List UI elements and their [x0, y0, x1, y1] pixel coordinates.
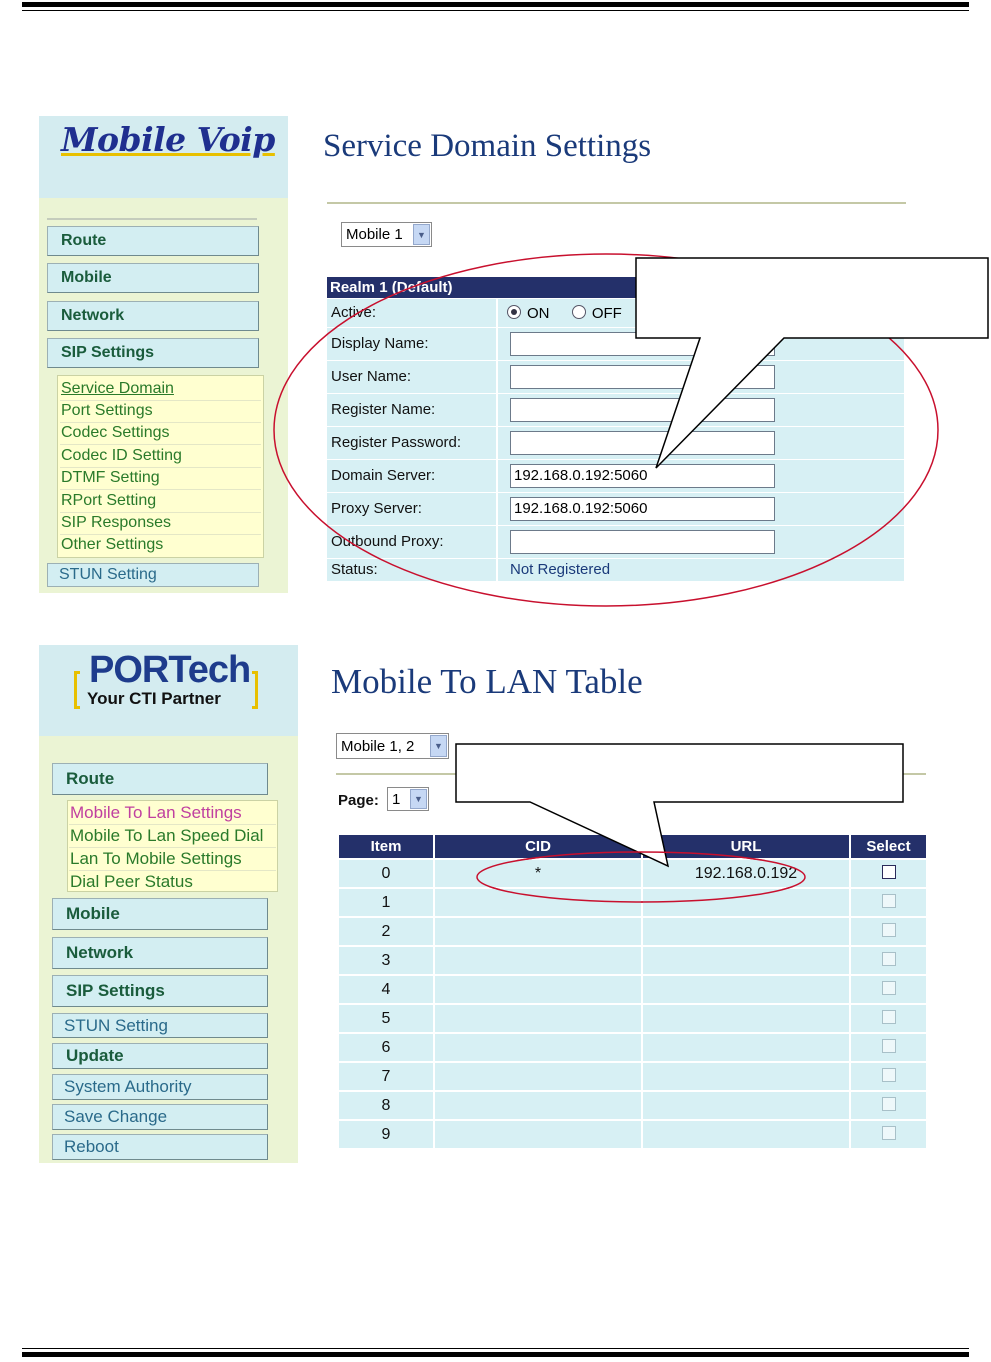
highlight-ellipse-2-top: [477, 852, 805, 902]
nav-route[interactable]: Route: [47, 226, 259, 256]
col-url: URL: [643, 835, 849, 858]
page-title: Service Domain Settings: [323, 128, 652, 164]
cell-item: 5: [339, 1005, 433, 1032]
cell-item: 0: [339, 860, 433, 887]
page-select-value: 1: [392, 790, 401, 808]
label-status: Status:: [331, 561, 378, 578]
label-active: Active:: [331, 304, 377, 321]
logo-tagline: Your CTI Partner: [87, 689, 221, 708]
bottom-rule: [22, 1352, 969, 1357]
label-outbound-proxy: Outbound Proxy:: [331, 533, 444, 550]
submenu-codec-id-setting[interactable]: Codec ID Setting: [61, 447, 182, 464]
page-title-2: Mobile To LAN Table: [331, 662, 643, 701]
cell-item: 6: [339, 1034, 433, 1061]
nav-mobile[interactable]: Mobile: [47, 263, 259, 293]
submenu-sip-responses[interactable]: SIP Responses: [61, 514, 171, 531]
mobile-select-value: Mobile 1: [346, 226, 403, 243]
domain-server-field[interactable]: 192.168.0.192:5060: [510, 464, 775, 488]
cell-url: 192.168.0.192: [643, 860, 849, 887]
nav-sip-settings-2[interactable]: SIP Settings: [52, 975, 268, 1007]
radio-off-label: OFF: [591, 305, 622, 322]
nav-sip-settings[interactable]: SIP Settings: [47, 338, 259, 368]
nav-network[interactable]: Network: [47, 301, 259, 331]
label-register-name: Register Name:: [331, 401, 436, 418]
radio-on-label: ON: [527, 305, 550, 322]
logo-main: PORTech: [89, 649, 251, 691]
cell-item: 1: [339, 889, 433, 916]
submenu-lan-to-mobile-settings[interactable]: Lan To Mobile Settings: [70, 849, 242, 868]
cell-item: 8: [339, 1092, 433, 1119]
label-user-name: User Name:: [331, 368, 412, 385]
cell-item: 9: [339, 1121, 433, 1148]
col-select: Select: [851, 835, 926, 858]
chevron-down-icon[interactable]: ▼: [413, 224, 430, 245]
submenu-rport-setting[interactable]: RPort Setting: [61, 492, 157, 509]
nav-route-2[interactable]: Route: [52, 763, 268, 795]
bottom-rule-thin: [22, 1348, 969, 1349]
proxy-server-field[interactable]: 192.168.0.192:5060: [510, 497, 775, 521]
nav-mobile-2[interactable]: Mobile: [52, 898, 268, 930]
col-item: Item: [339, 835, 433, 858]
cell-item: 3: [339, 947, 433, 974]
submenu-dtmf-setting[interactable]: DTMF Setting: [61, 469, 160, 486]
nav-reboot[interactable]: Reboot: [52, 1134, 268, 1160]
col-cid: CID: [435, 835, 641, 858]
cell-cid: *: [435, 860, 641, 887]
nav-stun-setting-2[interactable]: STUN Setting: [52, 1013, 268, 1038]
cell-item: 2: [339, 918, 433, 945]
status-value: Not Registered: [510, 561, 611, 578]
nav-save-change[interactable]: Save Change: [52, 1104, 268, 1130]
mobile-select-2-value: Mobile 1, 2: [341, 737, 415, 755]
submenu-codec-settings[interactable]: Codec Settings: [61, 424, 170, 441]
label-proxy-server: Proxy Server:: [331, 500, 422, 517]
chevron-down-icon[interactable]: ▼: [430, 735, 447, 757]
label-register-password: Register Password:: [331, 434, 462, 451]
submenu-dial-peer-status[interactable]: Dial Peer Status: [70, 872, 193, 891]
logo-text: Mobile Voip: [61, 120, 275, 159]
nav-update[interactable]: Update: [52, 1043, 268, 1069]
submenu-other-settings[interactable]: Other Settings: [61, 536, 164, 553]
realm-header: Realm 1 (Default): [327, 277, 904, 298]
nav-system-authority[interactable]: System Authority: [52, 1074, 268, 1100]
nav-stun-setting[interactable]: STUN Setting: [47, 563, 259, 587]
label-display-name: Display Name:: [331, 335, 429, 352]
cell-item: 4: [339, 976, 433, 1003]
nav-network-2[interactable]: Network: [52, 937, 268, 969]
chevron-down-icon[interactable]: ▼: [410, 789, 427, 809]
submenu-mobile-to-lan-speed-dial[interactable]: Mobile To Lan Speed Dial: [70, 826, 264, 845]
submenu-service-domain[interactable]: Service Domain: [61, 380, 174, 397]
label-domain-server: Domain Server:: [331, 467, 436, 484]
cell-item: 7: [339, 1063, 433, 1090]
page-label: Page:: [338, 792, 379, 809]
submenu-port-settings[interactable]: Port Settings: [61, 402, 153, 419]
speech-callout-2: [456, 744, 903, 866]
submenu-mobile-to-lan-settings[interactable]: Mobile To Lan Settings: [70, 803, 242, 822]
